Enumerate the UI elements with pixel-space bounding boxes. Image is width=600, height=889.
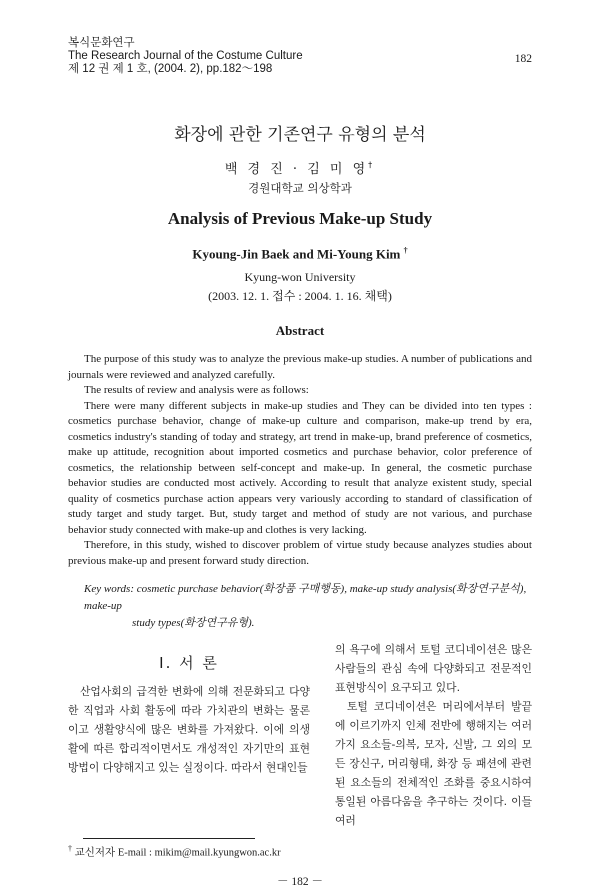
body-paragraph: 산업사회의 급격한 변화에 의해 전문화되고 다양한 직업과 사회 활동에 따라 가치관의 변화는 물론이고 생활양식에 많은 변화를 가져왔다. 이에 의생활에 따른 합리적이면서도 개성적인 자기만의 표현방법이 다양해지고 있는 실정이다. 따라서 현대인들 (68, 685, 310, 774)
title-english: Analysis of Previous Make-up Study (167, 209, 433, 228)
journal-header (68, 37, 303, 76)
keywords-line-1: Key words: cosmetic purchase behavior(화장품 구매행동), make-up study analysis(화장연구분석), make-up (84, 583, 527, 612)
title-korean: 화장에 관한 기존연구 유형의 분석 (174, 125, 426, 145)
right-column (335, 640, 532, 830)
footnote-label: 교신저자 (74, 846, 116, 859)
left-column (68, 640, 310, 830)
dagger-mark: † (368, 160, 376, 170)
section-heading: Ⅰ. 서 론 (159, 654, 219, 672)
page-footer-number: － 182 － (277, 875, 323, 888)
footnote-email: E-mail : mikim@mail.kyungwon.ac.kr (117, 847, 281, 859)
page-body-flow (68, 352, 532, 889)
abstract-heading: Abstract (275, 323, 325, 338)
affiliation-korean: 경원대학교 의상학과 (248, 181, 352, 195)
abstract-paragraph: The purpose of this study was to analyze the previous make-up studies. A number of publications and journals were reviewed and analyzed carefully. (68, 353, 532, 381)
abstract-paragraph: Therefore, in this study, wished to discover problem of virtue study because analyzes studies about previous make-up and present forward study direction. (68, 539, 532, 567)
two-column-body (68, 640, 532, 830)
footnote-divider (83, 838, 255, 839)
footnote-marker: † (68, 844, 72, 853)
authors-korean (0, 158, 600, 177)
keywords (84, 581, 532, 632)
affiliation-english: Kyung-won University (244, 270, 356, 284)
page-number: 182 (514, 53, 532, 65)
keywords-line-2: study types(화장연구유형). (132, 617, 255, 629)
body-paragraph: 토털 코디네이션은 머리에서부터 발끝에 이르기까지 인체 전반에 행해지는 여러 가지 요소들-의복, 모자, 신발, 그 외의 모든 장신구, 머리형태, 화장 등 패션에 관련된 요소들의 전체적인 조화를 중요시하여 통일된 아름다움을 추구하는 것이다. 이들 여러 (335, 700, 532, 827)
received-accepted-dates: (2003. 12. 1. 접수 : 2004. 1. 16. 채택) (208, 289, 392, 303)
dagger-mark: † (403, 246, 408, 255)
authors-english (0, 246, 600, 262)
volume-info: 제 12 권 제 1 호, (2004. 2), pp.182～198 (68, 63, 273, 75)
abstract-paragraph: There were many different subjects in make-up studies and They can be divided into ten types : cosmetics purchase behavior, change of make-up culture and comparison, make-up trend by era, cosmetics industry's standing of today and strategy, art trend in make-up, brand preference of cosmetics, make up attitude, recognition about imported cosmetics and purchase behavior, color preference of cosmetics, the relationship between self-concept and make-up. In general, the cosmetic purchase behavior studies are conducted most actively. According to result that analyze existent study, special quality of cosmetics purchase action appears very variously according to standard of classification of study target and study target. But, study target and method of study are not various, and purchase behavior study connected with make-up and clothes is very lacking. (68, 399, 532, 536)
authors-english-names: Kyoung-Jin Baek and Mi-Young Kim (192, 246, 401, 262)
journal-name-english: The Research Journal of the Costume Culture (68, 50, 303, 62)
abstract-body (68, 352, 532, 569)
journal-name-korean: 복식문화연구 (68, 37, 135, 49)
body-paragraph: 의 욕구에 의해서 토털 코디네이션은 많은 사람들의 관심 속에 다양화되고 전문적인 표현방식이 요구되고 있다. (335, 643, 532, 694)
abstract-paragraph: The results of review and analysis were as follows: (84, 384, 309, 396)
authors-korean-names: 백 경 진 · 김 미 영 (224, 162, 369, 177)
footnote (68, 842, 532, 861)
